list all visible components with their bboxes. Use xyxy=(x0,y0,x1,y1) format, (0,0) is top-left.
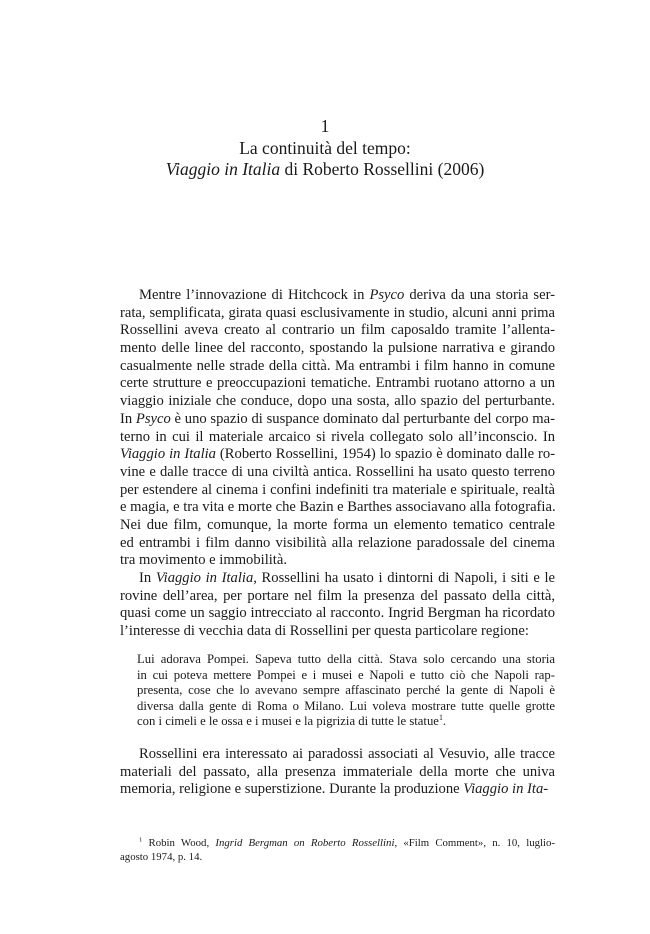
text-run: Rossellini aveva creato al contrario un film caposaldo tramite l’allenta- xyxy=(120,322,555,339)
text-run: casualmente nelle strade della città. Ma entrambi i film hanno in comune xyxy=(120,357,555,374)
text-run: rovine dell’area, per portare nel film la presenza del passato della città, xyxy=(120,587,555,604)
footnote-marker: 1 xyxy=(139,836,143,844)
text-line xyxy=(120,322,555,340)
film-title: Viaggio in Italia xyxy=(165,159,281,179)
italic-text: Psyco xyxy=(369,287,405,303)
text-line xyxy=(120,764,555,782)
chapter-number: 1 xyxy=(320,116,330,136)
text-run: materiali del passato, alla presenza immateriale della morte che univa xyxy=(120,763,555,780)
text-run: e magia, e tra vita e morte che Bazin e Barthes associavano alla fotografia. xyxy=(120,499,556,516)
text-line xyxy=(120,429,555,447)
text-line xyxy=(120,570,555,588)
chapter-title: La continuità del tempo: xyxy=(239,137,411,158)
text-line xyxy=(120,850,555,864)
text-line xyxy=(120,464,555,482)
text-run: deriva da una storia ser- xyxy=(404,287,555,303)
text-line xyxy=(120,305,555,323)
text-run: Rossellini era interessato ai paradossi associati al Vesuvio, alle tracce xyxy=(139,746,555,762)
text-run: In xyxy=(139,570,156,586)
footnote-text xyxy=(120,836,555,864)
footnote-marker: 1 xyxy=(438,713,443,723)
text-run: mento delle linee del racconto, spostando la pulsione narrativa e girando xyxy=(120,340,555,357)
text-line xyxy=(137,683,555,699)
text-run: presenta, cose che lo avevano sempre affascinato perché la gente di Napoli è xyxy=(137,683,555,698)
text-line xyxy=(120,535,555,553)
text-line xyxy=(120,482,555,500)
text-run: memoria, religione e superstizione. Durante la produzione xyxy=(120,781,464,798)
paragraph xyxy=(120,570,555,641)
text-run: rata, semplificata, girata quasi esclusivamente in studio, alcuni anni prima xyxy=(120,304,555,321)
text-run: è uno spazio di suspance dominato dal perturbante del corpo ma- xyxy=(170,410,555,427)
text-line xyxy=(120,446,555,464)
main-text-continued xyxy=(120,746,555,799)
text-line xyxy=(120,499,555,517)
text-run: agosto 1974, p. 14. xyxy=(120,851,203,863)
text-run: vine e dalle tracce di una civiltà antica. Rossellini ha usato questo terreno xyxy=(120,463,555,480)
text-line xyxy=(120,411,555,429)
text-run: Lui adorava Pompei. Sapeva tutto della città. Stava solo cercando una storia xyxy=(137,652,555,666)
text-line xyxy=(120,375,555,393)
text-run: con i cimeli e le ossa e i musei e la pigrizia di tutte le statue xyxy=(137,714,439,729)
block-quote xyxy=(137,652,555,730)
text-line xyxy=(120,746,555,764)
paragraph xyxy=(120,746,555,799)
chapter-heading xyxy=(0,116,650,181)
italic-text: Viaggio in Italia xyxy=(155,570,254,586)
text-line xyxy=(120,605,555,623)
text-line xyxy=(120,340,555,358)
text-run: terno in cui il materiale arcaico si rivela collegato solo all’inconscio. In xyxy=(120,428,555,445)
chapter-subtitle-rest: di Roberto Rossellini (2006) xyxy=(280,159,485,179)
text-run: in cui poteva mettere Pompei e i musei e Napoli e tutto ciò che Napoli rap- xyxy=(137,667,555,682)
text-line xyxy=(120,836,555,850)
text-line xyxy=(120,358,555,376)
text-line xyxy=(120,552,555,570)
text-run: quasi come un saggio intrecciato al racconto. Ingrid Bergman ha ricordato xyxy=(120,605,555,622)
text-line xyxy=(120,588,555,606)
text-run: ed entrambi i film danno visibilità alla relazione paradossale del cinema xyxy=(120,534,555,551)
footnote xyxy=(120,836,555,864)
text-run: , «Film Comment», n. 10, luglio- xyxy=(394,837,555,849)
text-run: tra movimento e immobilità. xyxy=(120,552,287,569)
text-line xyxy=(137,714,555,730)
italic-text: Viaggio in Italia xyxy=(120,446,216,463)
paragraph xyxy=(120,287,555,570)
text-run: Nei due film, comunque, la morte forma un elemento tematico centrale xyxy=(120,516,555,533)
text-run: , Rossellini ha usato i dintorni di Napoli, i siti e le xyxy=(253,570,555,586)
text-line xyxy=(120,517,555,535)
text-line xyxy=(120,781,555,799)
text-run: per estendere al cinema i confini indefiniti tra materiale e spirituale, realtà xyxy=(120,481,555,498)
text-run: diversa dalla gente di Roma o Milano. Lui voleva mostrare tutte quelle grotte xyxy=(137,698,555,713)
quote-text xyxy=(137,652,555,730)
text-line xyxy=(120,287,555,305)
italic-text: Psyco xyxy=(135,410,171,427)
text-line xyxy=(137,668,555,684)
text-run: (Roberto Rossellini, 1954) lo spazio è dominato dalle ro- xyxy=(215,446,555,463)
text-run: viaggio iniziale che conduce, dopo una sosta, allo spazio del perturbante. xyxy=(120,393,555,410)
text-run: l’interesse di vecchia data di Rossellini per questa particolare regione: xyxy=(120,623,529,640)
text-line xyxy=(120,623,555,641)
text-run: Mentre l’innovazione di Hitchcock in xyxy=(139,287,370,303)
chapter-subtitle xyxy=(0,159,650,181)
text-run: In xyxy=(120,410,136,427)
italic-text: Viaggio in Ita- xyxy=(463,781,549,798)
italic-text: Ingrid Bergman on Roberto Rossellini xyxy=(215,837,395,849)
text-run: certe strutture e preoccupazioni tematiche. Entrambi ruotano attorno a un xyxy=(120,375,555,392)
text-line xyxy=(137,652,555,668)
main-text xyxy=(120,287,555,641)
text-line xyxy=(120,393,555,411)
text-run: . xyxy=(442,714,447,729)
text-run: Robin Wood, xyxy=(142,837,216,849)
text-line xyxy=(137,699,555,715)
